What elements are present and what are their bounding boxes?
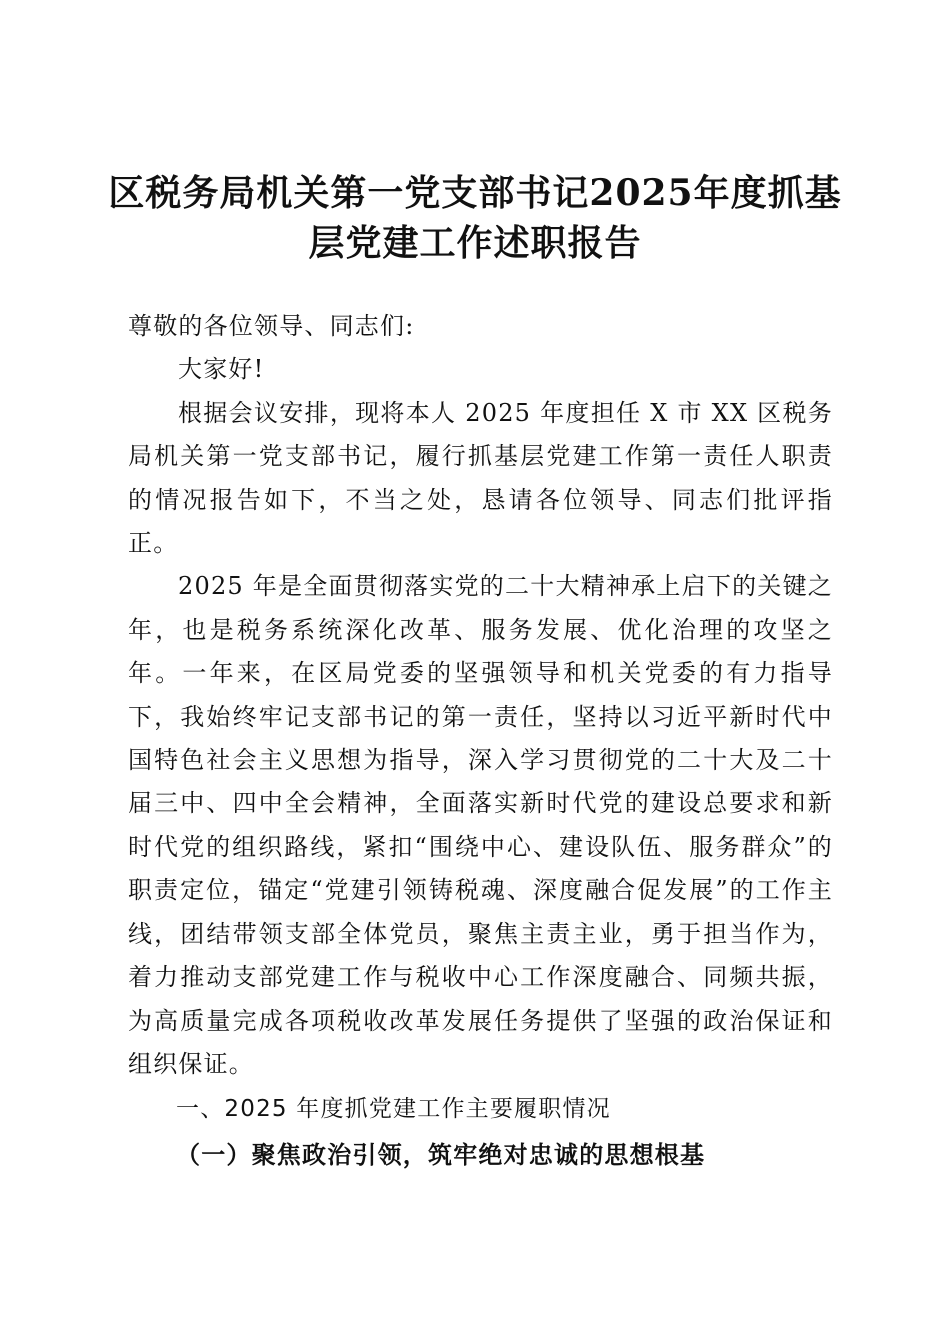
paragraph-overview: 2025 年是全面贯彻落实党的二十大精神承上启下的关键之年，也是税务系统深化改革、服务发展、优化治理的攻坚之年。一年来，在区局党委的坚强领导和机关党委的有力指导下，我始终牢记支部书记的第一责任，坚持以习近平新时代中国特色社会主义思想为指导，深入学习贯彻党的二十大及二十届三中、四中全会精神，全面落实新时代党的建设总要求和新时代党的组织路线，紧扣“围绕中心、建设队伍、服务群众”的职责定位，锚定“党建引领铸税魂、深度融合促发展”的工作主线，团结带领支部全体党员，聚焦主责主业，勇于担当作为，着力推动支部党建工作与税收中心工作深度融合、同频共振，为高质量完成各项税收改革发展任务提供了坚强的政治保证和组织保证。 <box>128 572 833 1078</box>
section-heading: 一、2025 年度抓党建工作主要履职情况 <box>176 1096 611 1123</box>
document-body <box>128 305 833 1176</box>
salutation: 尊敬的各位领导、同志们: <box>128 312 415 340</box>
title-line-1: 区税务局机关第一党支部书记2025年度抓基 <box>108 172 842 214</box>
subsection-heading: （一）聚焦政治引领，筑牢绝对忠诚的思想根基 <box>176 1139 706 1169</box>
document-title <box>100 168 850 268</box>
paragraph-intro: 根据会议安排，现将本人 2025 年度担任 X 市 XX 区税务局机关第一党支部书记，履行抓基层党建工作第一责任人职责的情况报告如下，不当之处，恳请各位领导、同志们批评指正。 <box>128 398 833 558</box>
greeting: 大家好! <box>178 355 265 384</box>
title-line-2: 层党建工作述职报告 <box>308 222 642 264</box>
